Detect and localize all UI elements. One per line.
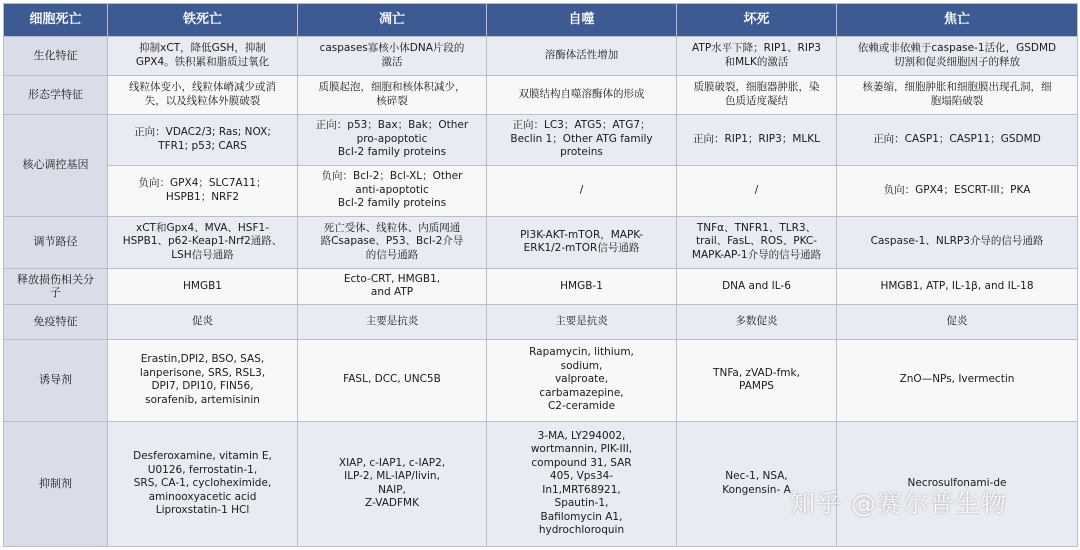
row-label: 生化特征	[4, 37, 108, 76]
table-cell: 质膜起泡，细胞和核体积减少， 核碎裂	[298, 75, 487, 114]
table-row	[4, 114, 1078, 165]
table-cell: 核萎缩，细胞肿胀和细胞膜出现孔洞，细 胞塌陷破裂	[837, 75, 1078, 114]
table-cell: HMGB1	[108, 268, 298, 305]
row-label: 抑制剂	[4, 421, 108, 547]
table-cell: 线粒体变小，线粒体嵴减少或消 失，以及线粒体外膜破裂	[108, 75, 298, 114]
table-cell: 正向：RIP1；RIP3；MLKL	[677, 114, 837, 165]
row-label: 释放损伤相关分 子	[4, 268, 108, 305]
table-cell: TNFa, zVAD-fmk, PAMPS	[677, 339, 837, 421]
row-label: 调节路径	[4, 216, 108, 268]
table-cell: 促炎	[108, 305, 298, 340]
table-cell: xCT和Gpx4、MVA、HSF1- HSPB1、p62-Keap1-Nrf2通路、 LSH信号通路	[108, 216, 298, 268]
table-cell: 促炎	[837, 305, 1078, 340]
header-pyroptosis: 焦亡	[837, 4, 1078, 37]
header-apoptosis: 凋亡	[298, 4, 487, 37]
header-autophagy: 自噬	[487, 4, 677, 37]
row-label: 核心调控基因	[4, 114, 108, 216]
cell-death-comparison-table	[3, 3, 1078, 547]
table-cell: 正向：p53；Bax；Bak；Other pro-apoptotic Bcl-2 family proteins	[298, 114, 487, 165]
table-cell: 死亡受体、线粒体、内质网通 路Csapase、P53、Bcl-2介导 的信号通路	[298, 216, 487, 268]
watermark: 知乎 @赛尔普生物	[790, 489, 1007, 518]
header-necrosis: 坏死	[677, 4, 837, 37]
row-label: 形态学特征	[4, 75, 108, 114]
table-cell: FASL, DCC, UNC5B	[298, 339, 487, 421]
table-cell: caspases寡核小体DNA片段的 激活	[298, 37, 487, 76]
table-cell: 抑制xCT，降低GSH，抑制 GPX4。铁积累和脂质过氧化	[108, 37, 298, 76]
table-cell: Erastin,DPI2, BSO, SAS, lanperisone, SRS, RSL3, DPI7, DPI10, FIN56, sorafenib, artemisinin	[108, 339, 298, 421]
table-cell: /	[487, 165, 677, 216]
table-cell: 溶酶体活性增加	[487, 37, 677, 76]
table-cell: 负向：GPX4；ESCRT-III；PKA	[837, 165, 1078, 216]
table-cell: Necrosulfonami-de	[837, 421, 1078, 547]
table-cell: 双膜结构自噬溶酶体的形成	[487, 75, 677, 114]
table-cell: 正向：CASP1；CASP11；GSDMD	[837, 114, 1078, 165]
table-cell: 主要是抗炎	[487, 305, 677, 340]
header-row	[4, 4, 1078, 37]
table-row	[4, 305, 1078, 340]
table-cell: DNA and IL-6	[677, 268, 837, 305]
row-label: 免疫特征	[4, 305, 108, 340]
table-cell: Nec-1, NSA, Kongensin- A	[677, 421, 837, 547]
table-cell: 负向：Bcl-2；Bcl-XL；Other anti-apoptotic Bcl-2 family proteins	[298, 165, 487, 216]
table-cell: TNFα、TNFR1、TLR3、 trail、FasL、ROS、PKC- MAPK-AP-1介导的信号通路	[677, 216, 837, 268]
table-row	[4, 216, 1078, 268]
table-cell: 正向：LC3；ATG5；ATG7； Beclin 1；Other ATG family proteins	[487, 114, 677, 165]
table-cell: HMGB-1	[487, 268, 677, 305]
table-cell: HMGB1, ATP, IL-1β, and IL-18	[837, 268, 1078, 305]
table-row	[4, 75, 1078, 114]
table-cell: 负向：GPX4；SLC7A11； HSPB1；NRF2	[108, 165, 298, 216]
table-cell: 质膜破裂，细胞器肿胀，染 色质适度凝结	[677, 75, 837, 114]
table-cell: 3-MA, LY294002, wortmannin, PIK-III, compound 31, SAR 405, Vps34- In1,MRT68921, Spautin-1, Bafilomycin A1, hydrochloroquin	[487, 421, 677, 547]
table-cell: ZnO—NPs, Ivermectin	[837, 339, 1078, 421]
table-cell: 依赖或非依赖于caspase-1活化，GSDMD 切割和促炎细胞因子的释放	[837, 37, 1078, 76]
header-ferroptosis: 铁死亡	[108, 4, 298, 37]
table-cell: 多数促炎	[677, 305, 837, 340]
table-cell: /	[677, 165, 837, 216]
table-cell: ATP水平下降；RIP1、RIP3 和MLK的激活	[677, 37, 837, 76]
table-cell: PI3K-AKT-mTOR，MAPK- ERK1/2-mTOR信号通路	[487, 216, 677, 268]
table-cell: XIAP, c-IAP1, c-IAP2, ILP-2, ML-IAP/livin, NAIP, Z-VADFMK	[298, 421, 487, 547]
table-row	[4, 37, 1078, 76]
table-cell: Desferoxamine, vitamin E, U0126, ferrostatin-1, SRS, CA-1, cycloheximide, aminooxyacetic acid Liproxstatin-1 HCl	[108, 421, 298, 547]
row-label: 诱导剂	[4, 339, 108, 421]
table-row	[4, 339, 1078, 421]
header-cell-death: 细胞死亡	[4, 4, 108, 37]
table-row	[4, 268, 1078, 305]
table-cell: 正向：VDAC2/3; Ras; NOX; TFR1; p53; CARS	[108, 114, 298, 165]
table-cell: Rapamycin, lithium, sodium, valproate, carbamazepine, C2-ceramide	[487, 339, 677, 421]
table-row	[4, 165, 1078, 216]
table-cell: 主要是抗炎	[298, 305, 487, 340]
table-cell: Caspase-1、NLRP3介导的信号通路	[837, 216, 1078, 268]
table-cell: Ecto-CRT, HMGB1, and ATP	[298, 268, 487, 305]
